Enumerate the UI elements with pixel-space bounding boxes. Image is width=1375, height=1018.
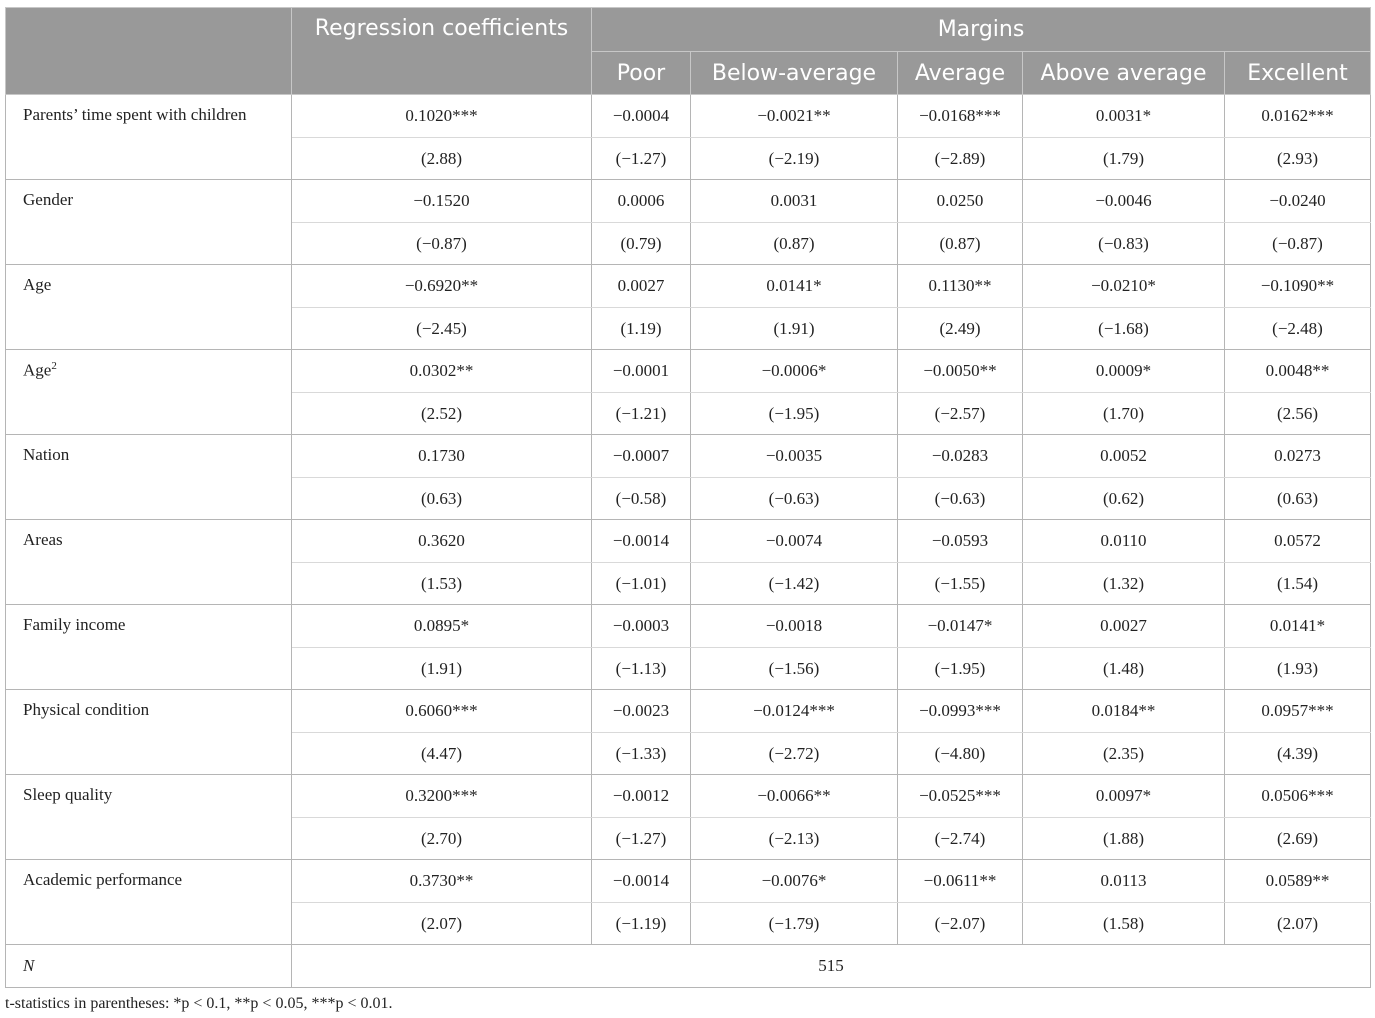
t-statistic-cell: (1.48) xyxy=(1023,648,1225,690)
coefficient-cell: 0.6060*** xyxy=(292,690,592,733)
row-label-text: Parents’ time spent with children xyxy=(23,105,247,124)
t-statistic-cell: (−1.19) xyxy=(592,903,691,945)
t-statistic-cell: (1.70) xyxy=(1023,393,1225,435)
t-statistic-cell: (2.49) xyxy=(898,308,1023,350)
coefficient-cell: 0.0895* xyxy=(292,605,592,648)
t-statistic-cell: (1.91) xyxy=(292,648,592,690)
row-label xyxy=(6,435,292,520)
table-row xyxy=(6,605,1371,648)
coefficient-cell: −0.0074 xyxy=(691,520,898,563)
t-statistic-cell: (1.93) xyxy=(1225,648,1371,690)
coefficient-cell: 0.1730 xyxy=(292,435,592,478)
t-statistic-cell: (2.07) xyxy=(1225,903,1371,945)
t-statistic-cell: (−1.79) xyxy=(691,903,898,945)
t-statistic-cell: (1.32) xyxy=(1023,563,1225,605)
coefficient-cell: −0.1090** xyxy=(1225,265,1371,308)
coefficient-cell: −0.0210* xyxy=(1023,265,1225,308)
t-statistic-cell: (4.47) xyxy=(292,733,592,775)
coefficient-cell: 0.0141* xyxy=(1225,605,1371,648)
t-statistic-cell: (−1.95) xyxy=(691,393,898,435)
coefficient-cell: −0.0593 xyxy=(898,520,1023,563)
coefficient-cell: 0.0052 xyxy=(1023,435,1225,478)
t-statistic-cell: (0.63) xyxy=(1225,478,1371,520)
coefficient-cell: −0.0014 xyxy=(592,520,691,563)
header-col-below-average: Below-average xyxy=(691,52,898,95)
row-label-text: Academic performance xyxy=(23,870,183,889)
t-statistic-cell: (−1.95) xyxy=(898,648,1023,690)
t-statistic-cell: (−2.45) xyxy=(292,308,592,350)
t-statistic-cell: (−2.89) xyxy=(898,138,1023,180)
t-statistic-cell: (2.56) xyxy=(1225,393,1371,435)
row-label-text: Gender xyxy=(23,190,74,209)
t-statistic-cell: (−2.48) xyxy=(1225,308,1371,350)
row-label-text: Sleep quality xyxy=(23,785,113,804)
coefficient-cell: 0.0006 xyxy=(592,180,691,223)
coefficient-cell: 0.0273 xyxy=(1225,435,1371,478)
t-statistic-cell: (−1.01) xyxy=(592,563,691,605)
coefficient-cell: −0.0611** xyxy=(898,860,1023,903)
t-statistic-cell: (−1.68) xyxy=(1023,308,1225,350)
coefficient-cell: −0.0001 xyxy=(592,350,691,393)
table-row xyxy=(6,860,1371,903)
coefficient-cell: 0.3620 xyxy=(292,520,592,563)
coefficient-cell: −0.0240 xyxy=(1225,180,1371,223)
row-label-text: Age xyxy=(23,360,52,380)
coefficient-cell: 0.0097* xyxy=(1023,775,1225,818)
coefficient-cell: 0.3200*** xyxy=(292,775,592,818)
coefficient-cell: −0.0021** xyxy=(691,95,898,138)
t-statistic-cell: (1.54) xyxy=(1225,563,1371,605)
row-label xyxy=(6,520,292,605)
t-statistic-cell: (−0.58) xyxy=(592,478,691,520)
table-row xyxy=(6,180,1371,223)
t-statistic-cell: (1.58) xyxy=(1023,903,1225,945)
table-body xyxy=(6,95,1371,988)
table-row xyxy=(6,435,1371,478)
sample-size-row xyxy=(6,945,1371,988)
coefficient-cell: 0.0141* xyxy=(691,265,898,308)
row-label-text: Physical condition xyxy=(23,700,150,719)
coefficient-cell: 0.1020*** xyxy=(292,95,592,138)
row-label xyxy=(6,180,292,265)
coefficient-cell: −0.0035 xyxy=(691,435,898,478)
t-statistic-cell: (−1.27) xyxy=(592,138,691,180)
t-statistic-cell: (−1.33) xyxy=(592,733,691,775)
coefficient-cell: 0.0162*** xyxy=(1225,95,1371,138)
header-regression-coefficients: Regression coefficients xyxy=(292,8,592,95)
coefficient-cell: −0.0525*** xyxy=(898,775,1023,818)
coefficient-cell: 0.0113 xyxy=(1023,860,1225,903)
coefficient-cell: 0.0506*** xyxy=(1225,775,1371,818)
header-col-average: Average xyxy=(898,52,1023,95)
row-label xyxy=(6,690,292,775)
coefficient-cell: −0.0066** xyxy=(691,775,898,818)
t-statistic-cell: (1.19) xyxy=(592,308,691,350)
row-label-superscript: 2 xyxy=(51,360,57,372)
t-statistic-cell: (4.39) xyxy=(1225,733,1371,775)
coefficient-cell: 0.0027 xyxy=(592,265,691,308)
table-row xyxy=(6,95,1371,138)
row-label-text: Family income xyxy=(23,615,126,634)
coefficient-cell: 0.0027 xyxy=(1023,605,1225,648)
t-statistic-cell: (1.53) xyxy=(292,563,592,605)
coefficient-cell: 0.0009* xyxy=(1023,350,1225,393)
coefficient-cell: −0.0003 xyxy=(592,605,691,648)
row-label xyxy=(6,860,292,945)
t-statistic-cell: (2.07) xyxy=(292,903,592,945)
coefficient-cell: −0.0006* xyxy=(691,350,898,393)
t-statistic-cell: (−1.21) xyxy=(592,393,691,435)
sample-size-value: 515 xyxy=(292,945,1371,988)
t-statistic-cell: (2.70) xyxy=(292,818,592,860)
coefficient-cell: −0.0018 xyxy=(691,605,898,648)
t-statistic-cell: (−2.07) xyxy=(898,903,1023,945)
row-label xyxy=(6,775,292,860)
coefficient-cell: 0.0031* xyxy=(1023,95,1225,138)
t-statistic-cell: (−1.56) xyxy=(691,648,898,690)
coefficient-cell: 0.1130** xyxy=(898,265,1023,308)
t-statistic-cell: (−2.72) xyxy=(691,733,898,775)
t-statistic-cell: (0.79) xyxy=(592,223,691,265)
coefficient-cell: −0.0283 xyxy=(898,435,1023,478)
coefficient-cell: 0.0957*** xyxy=(1225,690,1371,733)
t-statistic-cell: (−0.63) xyxy=(898,478,1023,520)
footnote-text: t-statistics in parentheses: *p < 0.1, **p < 0.05, ***p < 0.01. xyxy=(5,995,393,1012)
t-statistic-cell: (1.91) xyxy=(691,308,898,350)
coefficient-cell: −0.0023 xyxy=(592,690,691,733)
coefficient-cell: −0.0076* xyxy=(691,860,898,903)
coefficient-cell: 0.0184** xyxy=(1023,690,1225,733)
t-statistic-cell: (2.35) xyxy=(1023,733,1225,775)
coefficient-cell: 0.0572 xyxy=(1225,520,1371,563)
table-row xyxy=(6,775,1371,818)
row-label xyxy=(6,265,292,350)
sample-size-label: N xyxy=(6,945,292,988)
t-statistic-cell: (−1.42) xyxy=(691,563,898,605)
row-label-text: Age xyxy=(23,275,52,294)
t-statistic-cell: (−1.27) xyxy=(592,818,691,860)
t-statistic-cell: (−2.19) xyxy=(691,138,898,180)
t-statistic-cell: (0.62) xyxy=(1023,478,1225,520)
row-label-text: Nation xyxy=(23,445,70,464)
coefficient-cell: −0.0014 xyxy=(592,860,691,903)
table-footnote xyxy=(5,995,392,1013)
coefficient-cell: −0.0050** xyxy=(898,350,1023,393)
regression-table xyxy=(5,7,1371,988)
coefficient-cell: −0.0012 xyxy=(592,775,691,818)
row-label xyxy=(6,95,292,180)
t-statistic-cell: (0.87) xyxy=(691,223,898,265)
header-margins: Margins xyxy=(592,8,1371,52)
t-statistic-cell: (−0.87) xyxy=(292,223,592,265)
header-col-above-average: Above average xyxy=(1023,52,1225,95)
t-statistic-cell: (1.79) xyxy=(1023,138,1225,180)
coefficient-cell: −0.0046 xyxy=(1023,180,1225,223)
t-statistic-cell: (−0.87) xyxy=(1225,223,1371,265)
header-col-poor: Poor xyxy=(592,52,691,95)
t-statistic-cell: (−1.55) xyxy=(898,563,1023,605)
t-statistic-cell: (2.52) xyxy=(292,393,592,435)
t-statistic-cell: (−1.13) xyxy=(592,648,691,690)
t-statistic-cell: (−2.13) xyxy=(691,818,898,860)
t-statistic-cell: (0.63) xyxy=(292,478,592,520)
coefficient-cell: 0.0302** xyxy=(292,350,592,393)
row-label xyxy=(6,350,292,435)
coefficient-cell: −0.0168*** xyxy=(898,95,1023,138)
coefficient-cell: 0.0250 xyxy=(898,180,1023,223)
coefficient-cell: −0.1520 xyxy=(292,180,592,223)
header-col-excellent: Excellent xyxy=(1225,52,1371,95)
t-statistic-cell: (−2.74) xyxy=(898,818,1023,860)
coefficient-cell: 0.0110 xyxy=(1023,520,1225,563)
coefficient-cell: 0.0589** xyxy=(1225,860,1371,903)
t-statistic-cell: (2.69) xyxy=(1225,818,1371,860)
t-statistic-cell: (2.88) xyxy=(292,138,592,180)
coefficient-cell: 0.3730** xyxy=(292,860,592,903)
table-row xyxy=(6,520,1371,563)
coefficient-cell: −0.0993*** xyxy=(898,690,1023,733)
t-statistic-cell: (1.88) xyxy=(1023,818,1225,860)
coefficient-cell: −0.0004 xyxy=(592,95,691,138)
coefficient-cell: −0.0007 xyxy=(592,435,691,478)
table-row xyxy=(6,265,1371,308)
coefficient-cell: 0.0048** xyxy=(1225,350,1371,393)
header-blank-cell xyxy=(6,8,292,95)
coefficient-cell: −0.0124*** xyxy=(691,690,898,733)
table-row xyxy=(6,350,1371,393)
coefficient-cell: −0.6920** xyxy=(292,265,592,308)
table-row xyxy=(6,690,1371,733)
coefficient-cell: 0.0031 xyxy=(691,180,898,223)
t-statistic-cell: (2.93) xyxy=(1225,138,1371,180)
t-statistic-cell: (−4.80) xyxy=(898,733,1023,775)
t-statistic-cell: (−0.83) xyxy=(1023,223,1225,265)
t-statistic-cell: (−0.63) xyxy=(691,478,898,520)
row-label-text: Areas xyxy=(23,530,63,549)
t-statistic-cell: (0.87) xyxy=(898,223,1023,265)
t-statistic-cell: (−2.57) xyxy=(898,393,1023,435)
row-label xyxy=(6,605,292,690)
coefficient-cell: −0.0147* xyxy=(898,605,1023,648)
